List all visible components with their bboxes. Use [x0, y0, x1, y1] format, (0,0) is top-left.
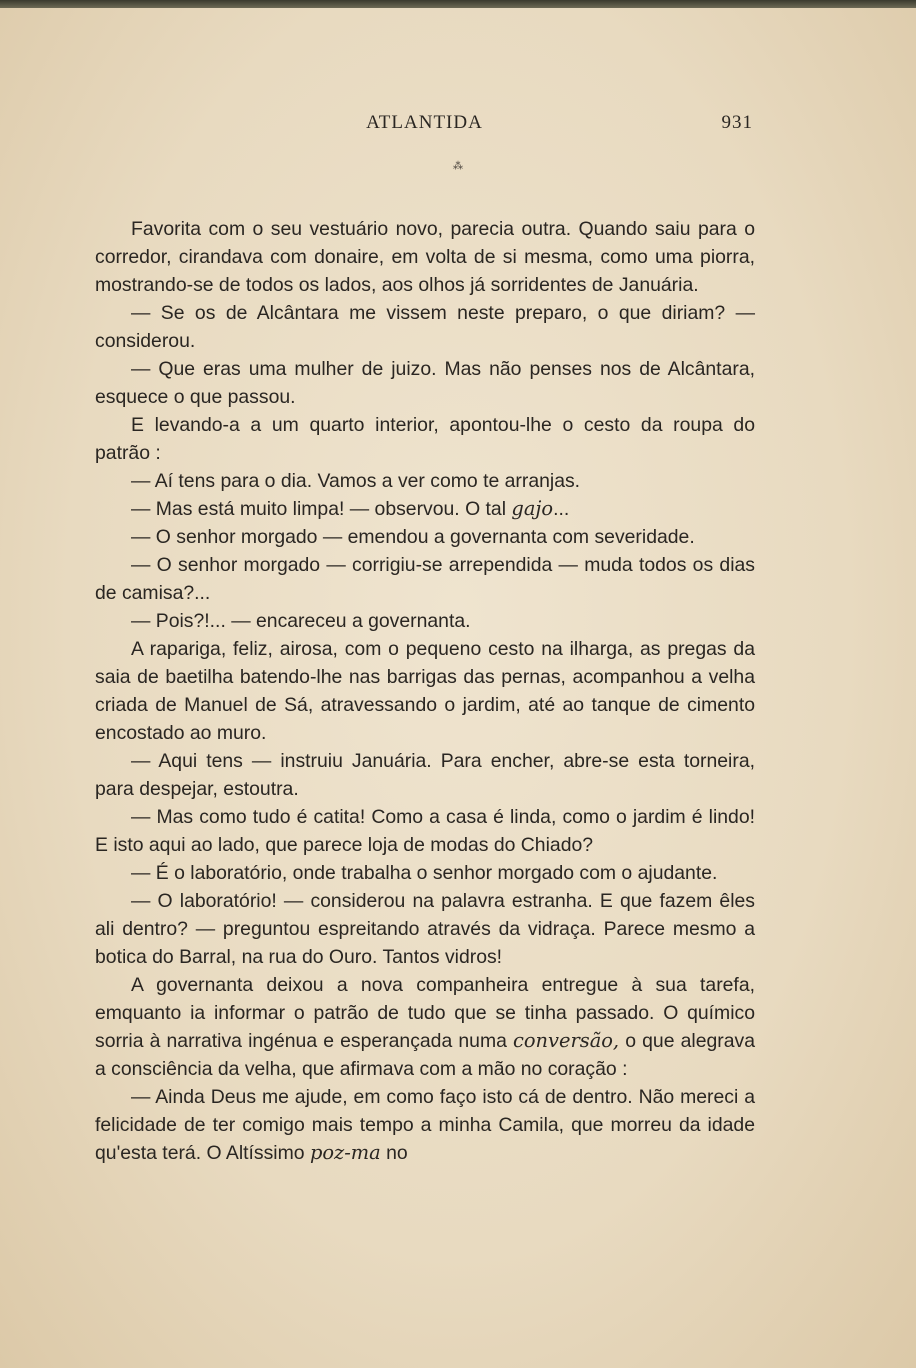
paragraph: — Se os de Alcântara me vissem neste preparo, o que diriam? — considerou. [95, 302, 755, 352]
paragraph-text: ... [553, 498, 570, 520]
paragraph: — É o laboratório, onde trabalha o senhor morgado com o ajudante. [131, 862, 718, 884]
page-top-edge [0, 0, 916, 8]
paragraph [95, 971, 755, 1083]
paragraph: — Aqui tens — instruiu Januária. Para encher, abre-se esta torneira, para despejar, estoutra. [95, 750, 755, 800]
paragraph: — Que eras uma mulher de juizo. Mas não penses nos de Alcântara, esquece o que passou. [95, 358, 755, 408]
paragraph: — O senhor morgado — corrigiu-se arrependida — muda todos os dias de camisa?... [95, 554, 755, 604]
paragraph: — O senhor morgado — emendou a governanta com severidade. [131, 526, 695, 548]
italic-word: gajo [511, 497, 554, 520]
italic-word: poz-ma [309, 1141, 381, 1164]
paragraph [95, 1083, 755, 1167]
paragraph: A rapariga, feliz, airosa, com o pequeno cesto na ilharga, as pregas da saia de baetilha batendo-lhe nas barrigas das pernas, acompanhou a velha criada de Manuel de Sá, atravessando o jardim, até ao tanque de cimento encostado ao muro. [95, 638, 755, 744]
paragraph-text: — Ainda Deus me ajude, em como faço isto cá de dentro. Não mereci a felicidade de ter comigo mais tempo a minha Camila, que morreu da idade qu'esta terá. O Altíssimo [95, 1086, 755, 1164]
paragraph-text: — Mas está muito limpa! — observou. O tal [131, 498, 512, 520]
paragraph: E levando-a a um quarto interior, apontou-lhe o cesto da roupa do patrão : [95, 414, 755, 464]
paragraph-text: no [380, 1142, 408, 1164]
paragraph-text: A governanta deixou a nova companheira entregue à sua tarefa, emquanto ia informar o patrão de tudo que se tinha passado. O químico sorria à narrativa ingénua e esperançada numa [95, 974, 755, 1052]
page-header [96, 112, 753, 138]
paragraph: Favorita com o seu vestuário novo, parecia outra. Quando saiu para o corredor, cirandava com donaire, em volta de si mesma, como uma piorra, mostrando-se de todos os lados, aos olhos já sorridentes de Januária. [95, 218, 755, 296]
italic-word: conversão, [513, 1029, 620, 1052]
page-number: 931 [721, 112, 753, 133]
paragraph-text: o que alegrava a consciência da velha, que afirmava com a mão no coração : [95, 1030, 755, 1080]
paragraph: — Mas como tudo é catita! Como a casa é linda, como o jardim é lindo! E isto aqui ao lado, que parece loja de modas do Chiado? [95, 806, 755, 856]
paragraph: — Pois?!... — encareceu a governanta. [131, 610, 471, 632]
running-title: ATLANTIDA [366, 112, 483, 133]
asterism-ornament: ⁂ [453, 161, 463, 172]
paragraph: — O laboratório! — considerou na palavra estranha. E que fazem êles ali dentro? — preguntou espreitando através da vidraça. Parece mesmo a botica do Barral, na rua do Ouro. Tantos vidros! [95, 890, 755, 968]
paragraph: — Aí tens para o dia. Vamos a ver como te arranjas. [131, 470, 581, 492]
paragraph [95, 495, 755, 523]
body-text [95, 215, 755, 1167]
